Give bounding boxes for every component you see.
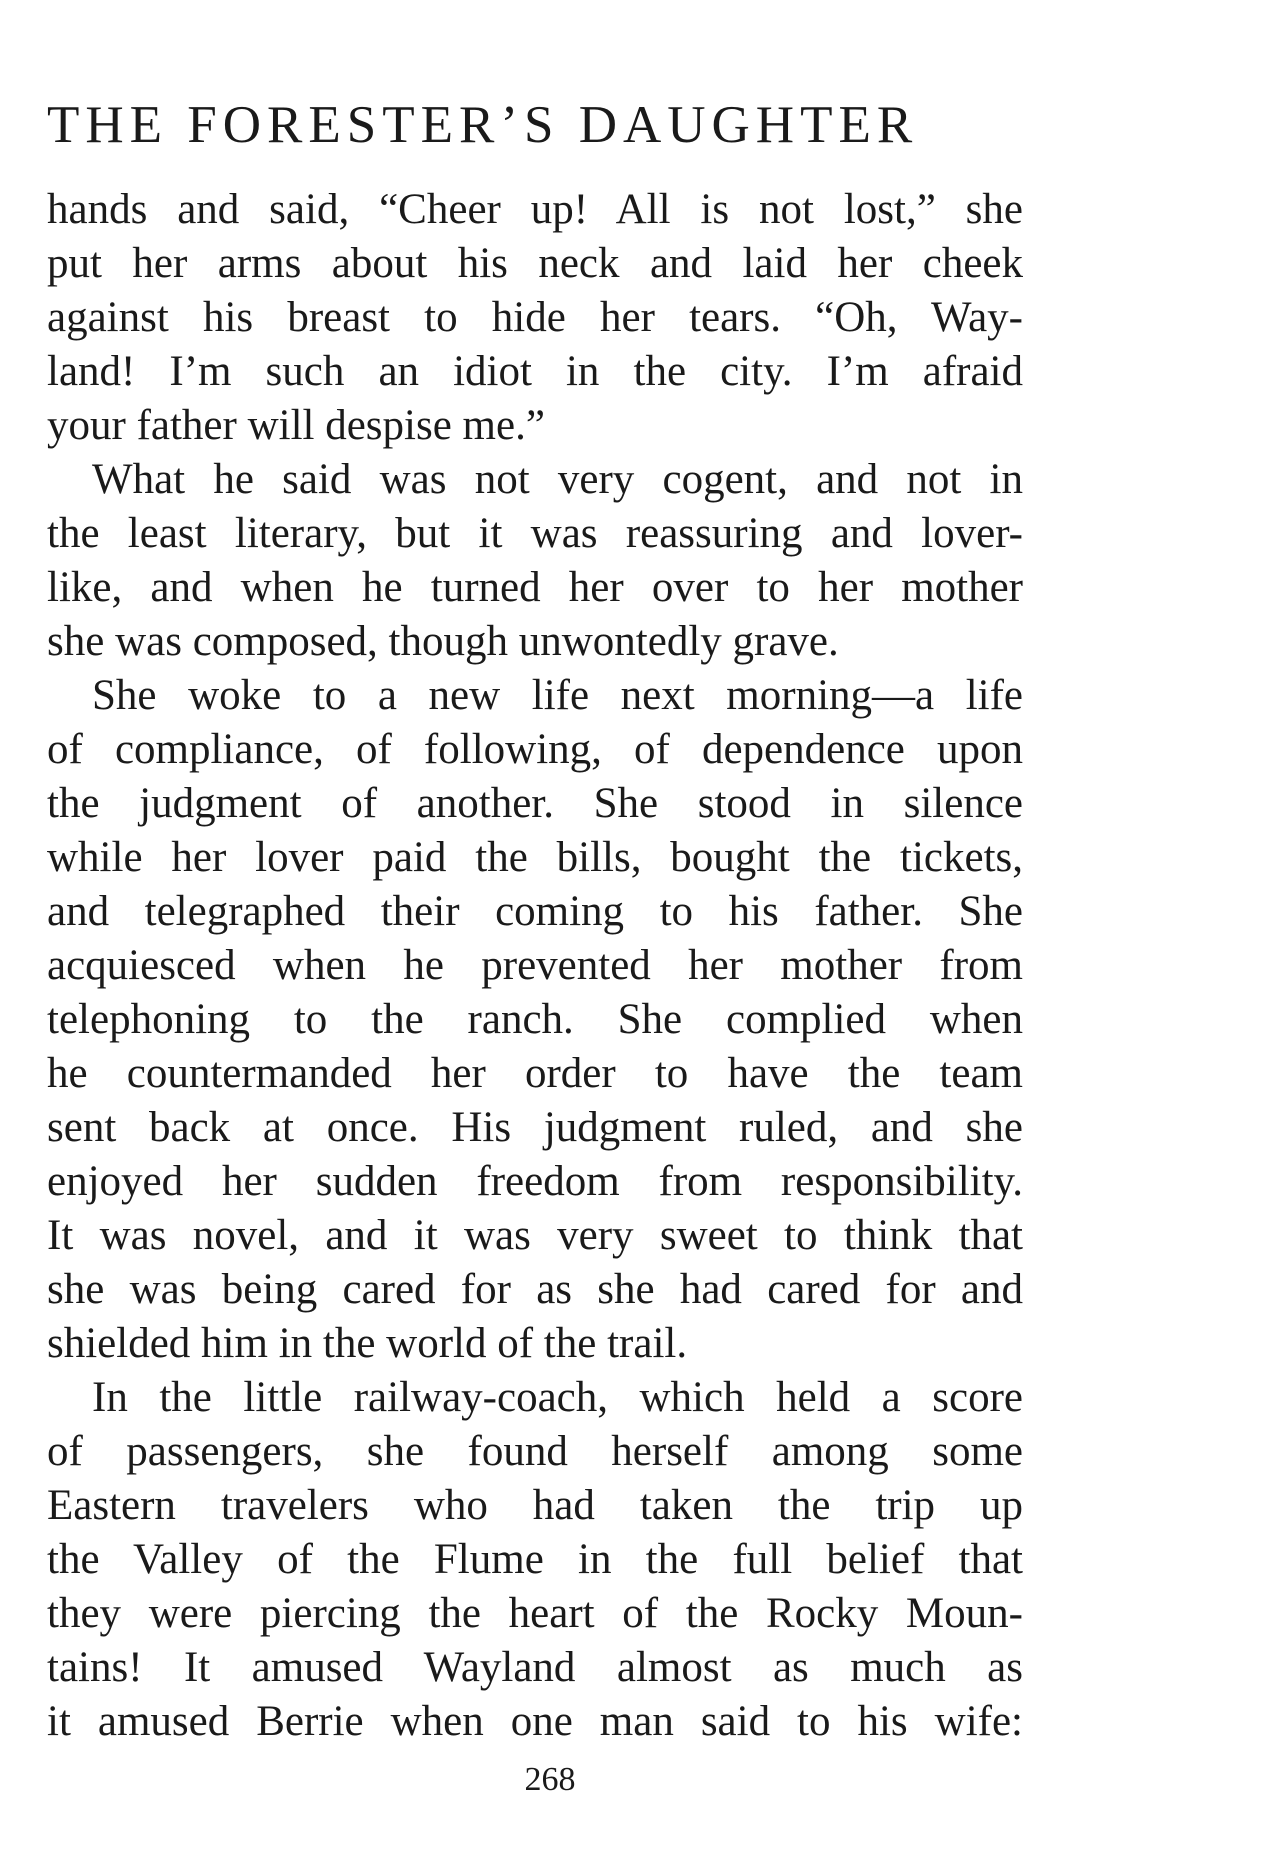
text-line: enjoyed her sudden freedom from responsibility. <box>47 1158 1023 1205</box>
text-line: shielded him in the world of the trail. <box>47 1320 688 1367</box>
text-line: the Valley of the Flume in the full belief that <box>47 1536 1023 1583</box>
text-line: your father will despise me.” <box>47 402 545 449</box>
running-head: THE FORESTER’S DAUGHTER <box>47 96 919 154</box>
text-line: while her lover paid the bills, bought the tickets, <box>47 834 1023 881</box>
text-line: and telegraphed their coming to his father. She <box>47 888 1023 935</box>
text-line: Eastern travelers who had taken the trip up <box>47 1482 1023 1529</box>
text-line: of compliance, of following, of dependence upon <box>47 726 1023 773</box>
text-line: land! I’m such an idiot in the city. I’m afraid <box>47 348 1023 395</box>
text-line: put her arms about his neck and laid her cheek <box>47 240 1023 287</box>
text-line: she was composed, though unwontedly grave. <box>47 618 839 665</box>
text-line: against his breast to hide her tears. “Oh, Way- <box>47 294 1023 341</box>
text-line: acquiesced when he prevented her mother from <box>47 942 1023 989</box>
text-line: it amused Berrie when one man said to his wife: <box>47 1698 1023 1745</box>
text-line: he countermanded her order to have the team <box>47 1050 1023 1097</box>
text-line: It was novel, and it was very sweet to think that <box>47 1212 1023 1259</box>
text-line: She woke to a new life next morning—a life <box>92 672 1023 719</box>
text-line: of passengers, she found herself among some <box>47 1428 1023 1475</box>
text-line: she was being cared for as she had cared for and <box>47 1266 1023 1313</box>
text-line: hands and said, “Cheer up! All is not lost,” she <box>47 186 1023 233</box>
text-line: the least literary, but it was reassuring and lover- <box>47 510 1023 557</box>
text-line: sent back at once. His judgment ruled, and she <box>47 1104 1023 1151</box>
page-number: 268 <box>524 1761 576 1798</box>
text-line: the judgment of another. She stood in silence <box>47 780 1023 827</box>
text-line: What he said was not very cogent, and not in <box>92 456 1023 503</box>
text-line: they were piercing the heart of the Rocky Moun- <box>47 1590 1023 1637</box>
text-line: telephoning to the ranch. She complied when <box>47 996 1023 1043</box>
text-line: like, and when he turned her over to her mother <box>47 564 1023 611</box>
body-text <box>47 183 1023 1749</box>
text-line: In the little railway-coach, which held a score <box>92 1374 1023 1421</box>
text-line: tains! It amused Wayland almost as much as <box>47 1644 1023 1691</box>
